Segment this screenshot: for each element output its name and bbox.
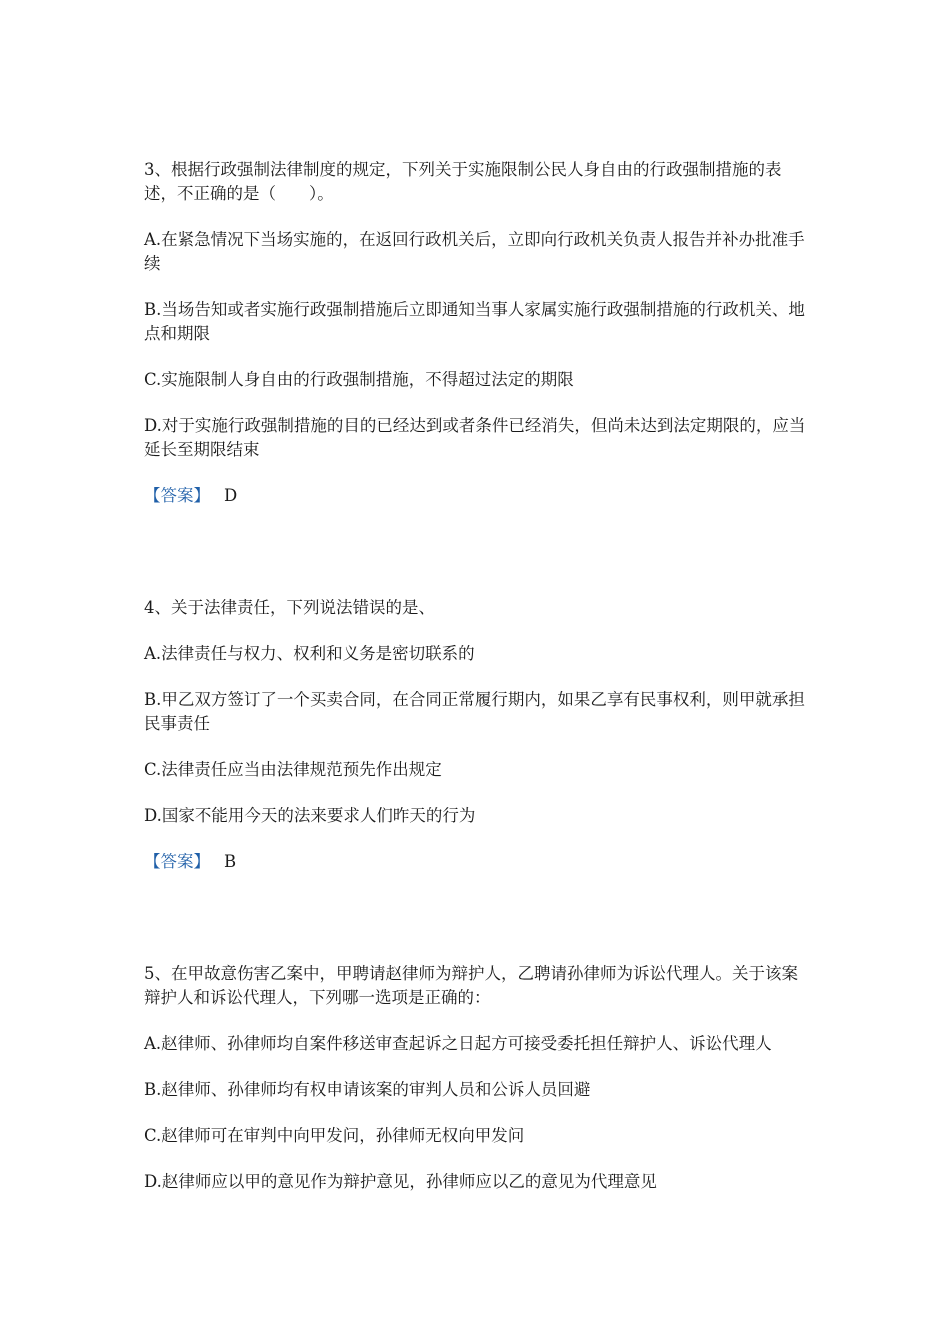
option-b: B.甲乙双方签订了一个买卖合同，在合同正常履行期内，如果乙享有民事权利，则甲就承担民事责任 xyxy=(144,690,805,733)
option-d: D.赵律师应以甲的意见作为辩护意见，孙律师应以乙的意见为代理意见 xyxy=(144,1172,657,1191)
option-b: B.赵律师、孙律师均有权申请该案的审判人员和公诉人员回避 xyxy=(144,1080,591,1099)
question-stem: 4、关于法律责任，下列说法错误的是、 xyxy=(144,598,435,617)
option-a: A.法律责任与权力、权利和义务是密切联系的 xyxy=(144,644,475,663)
answer-label: 【答案】 xyxy=(144,486,210,505)
option-a: A.赵律师、孙律师均自案件移送审查起诉之日起方可接受委托担任辩护人、诉讼代理人 xyxy=(144,1034,772,1053)
question-4 xyxy=(144,596,814,874)
option-b: B.当场告知或者实施行政强制措施后立即通知当事人家属实施行政强制措施的行政机关、地点和期限 xyxy=(144,300,805,343)
option-c: C.法律责任应当由法律规范预先作出规定 xyxy=(144,760,442,779)
option-d: D.国家不能用今天的法来要求人们昨天的行为 xyxy=(144,806,476,825)
option-d: D.对于实施行政强制措施的目的已经达到或者条件已经消失，但尚未达到法定期限的，应当延长至期限结束 xyxy=(144,416,806,459)
answer-value: B xyxy=(224,852,237,871)
option-c: C.实施限制人身自由的行政强制措施，不得超过法定的期限 xyxy=(144,370,574,389)
answer-label: 【答案】 xyxy=(144,852,210,871)
question-5 xyxy=(144,962,814,1194)
question-stem: 3、根据行政强制法律制度的规定，下列关于实施限制公民人身自由的行政强制措施的表述，不正确的是（ ）。 xyxy=(144,160,782,203)
option-a: A.在紧急情况下当场实施的，在返回行政机关后，立即向行政机关负责人报告并补办批准手续 xyxy=(144,230,805,273)
question-stem: 5、在甲故意伤害乙案中，甲聘请赵律师为辩护人，乙聘请孙律师为诉讼代理人。关于该案辩护人和诉讼代理人，下列哪一选项是正确的： xyxy=(144,964,798,1007)
option-c: C.赵律师可在审判中向甲发问，孙律师无权向甲发问 xyxy=(144,1126,525,1145)
question-3 xyxy=(144,158,814,508)
answer-line xyxy=(144,484,814,508)
document-page xyxy=(144,158,814,1216)
answer-line xyxy=(144,850,814,874)
answer-value: D xyxy=(224,486,238,505)
